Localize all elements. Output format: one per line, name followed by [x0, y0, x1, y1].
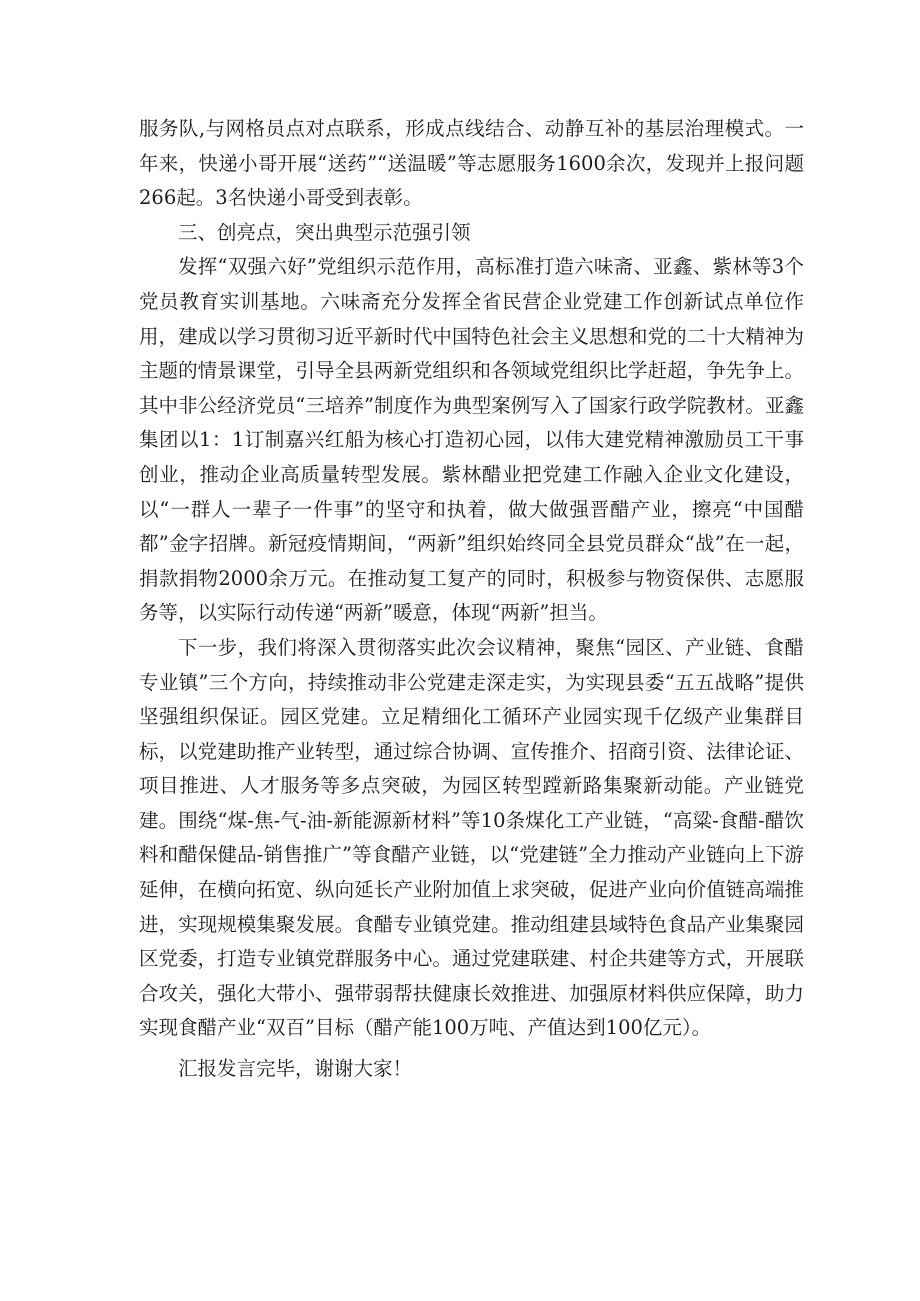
paragraph-continuation: 服务队,与网格员点对点联系，形成点线结合、动静互补的基层治理模式。一年来，快递小哥开展“送药”“送温暖”等志愿服务1600余次，发现并上报问题266起。3名快递小哥受到表彰。 [139, 117, 804, 210]
document-body [139, 112, 804, 1087]
section-heading: 三、创亮点，突出典型示范强引领 [178, 220, 471, 244]
paragraph-demonstration: 发挥“双强六好”党组织示范作用，高标准打造六味斋、亚鑫、紫林等3个党员教育实训基地。六味斋充分发挥全省民营企业党建工作创新试点单位作用，建成以学习贯彻习近平新时代中国特色社会主义思想和党的二十大精神为主题的情景课堂，引导全县两新党组织和各领域党组织比学赶超，争先争上。其中非公经济党员“三培养”制度作为典型案例写入了国家行政学院教材。亚鑫集团以1：1订制嘉兴红船为核心打造初心园，以伟大建党精神激励员工干事创业，推动企业高质量转型发展。紫林醋业把党建工作融入企业文化建设，以“一群人一辈子一件事”的坚守和执着，做大做强晋醋产业，擦亮“中国醋都”金字招牌。新冠疫情期间，“两新”组织始终同全县党员群众“战”在一起，捐款捐物2000余万元。在推动复工复产的同时，积极参与物资保供、志愿服务等，以实际行动传递“两新”暖意，体现“两新”担当。 [139, 255, 804, 625]
paragraph-next-steps: 下一步，我们将深入贯彻落实此次会议精神，聚焦“园区、产业链、食醋专业镇”三个方向，持续推动非公党建走深走实，为实现县委“五五战略”提供坚强组织保证。园区党建。立足精细化工循环产业园实现千亿级产业集群目标，以党建助推产业转型，通过综合协调、宣传推介、招商引资、法律论证、项目推进、人才服务等多点突破，为园区转型蹚新路集聚新动能。产业链党建。围绕“煤-焦-气-油-新能源新材料”等10条煤化工产业链，“高粱-食醋-醋饮料和醋保健品-销售推广”等食醋产业链，以“党建链”全力推动产业链向上下游延伸，在横向拓宽、纵向延长产业附加值上求突破，促进产业向价值链高端推进，实现规模集聚发展。食醋专业镇党建。推动组建县域特色食品产业集聚园区党委，打造专业镇党群服务中心。通过党建联建、村企共建等方式，开展联合攻关，强化大带小、强带弱帮扶健康长效推进、加强原材料供应保障，助力实现食醋产业“双百”目标（醋产能100万吨、产值达到100亿元）。 [139, 635, 804, 1040]
closing-remark: 汇报发言完毕，谢谢大家！ [178, 1057, 413, 1081]
